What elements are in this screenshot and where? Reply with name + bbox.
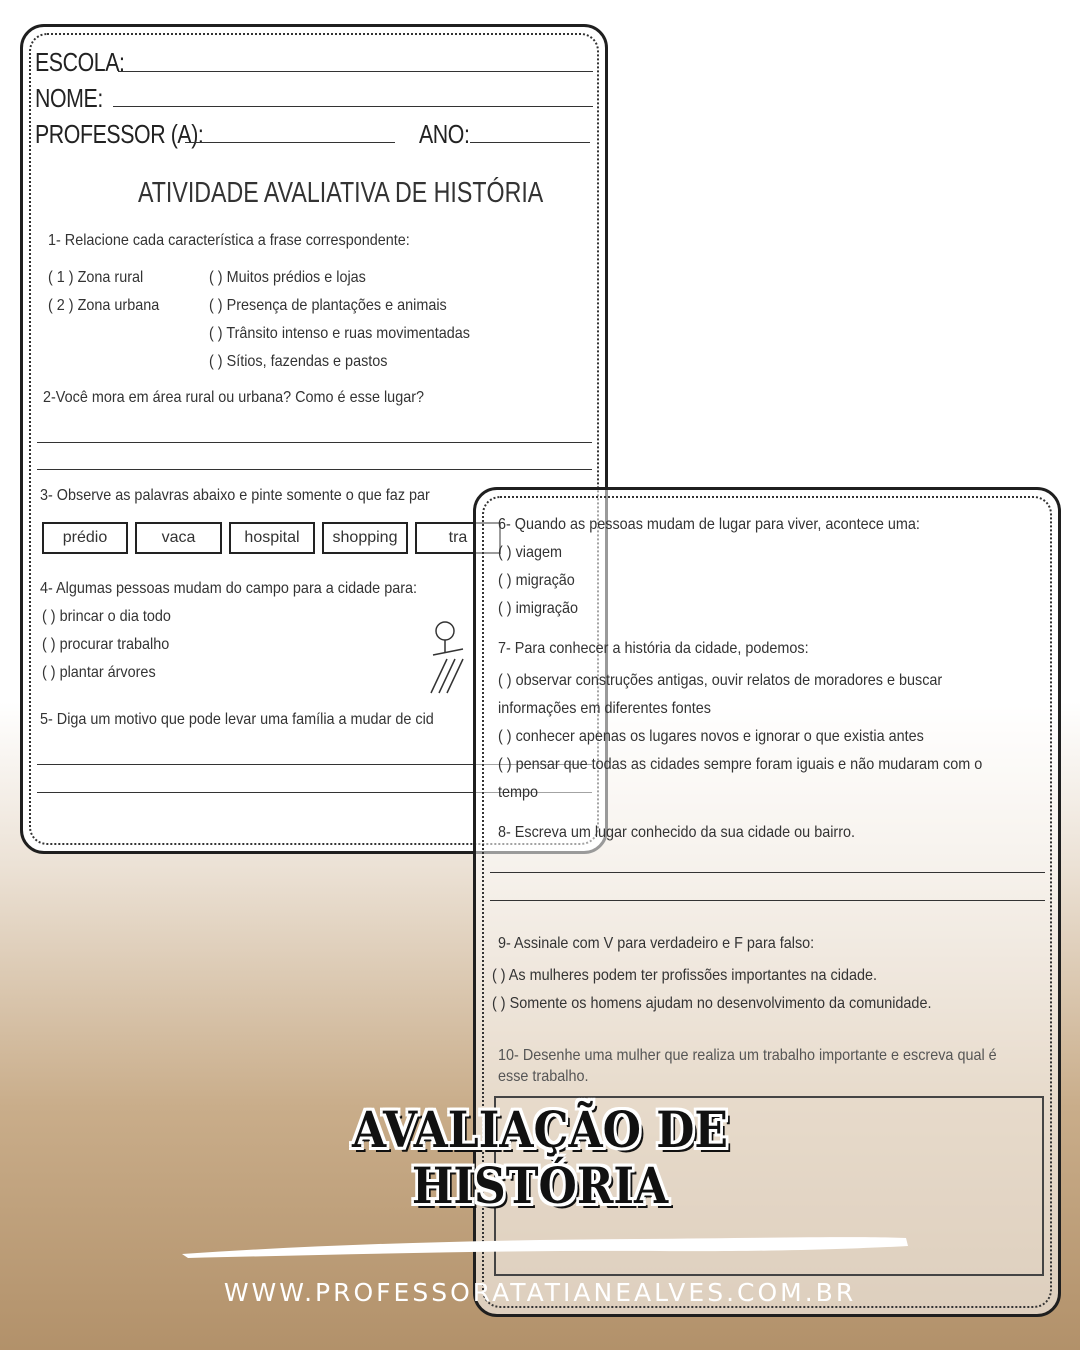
q7-line-2: informações em diferentes fontes xyxy=(498,700,711,717)
q7-line-3: ( ) conhecer apenas os lugares novos e ignorar o que existia antes xyxy=(498,728,924,745)
word-box[interactable]: shopping xyxy=(322,522,408,554)
q7-line-4: ( ) pensar que todas as cidades sempre foram iguais e não mudaram com o xyxy=(498,756,983,773)
q6-option-2: ( ) migração xyxy=(498,572,575,589)
question-8: 8- Escreva um lugar conhecido da sua cidade ou bairro. xyxy=(498,824,856,841)
ano-label: ANO: xyxy=(419,119,470,149)
banner-title-line-2: HISTÓRIA xyxy=(411,1156,669,1215)
q1-left-1: ( 1 ) Zona rural xyxy=(48,269,144,286)
q1-right-3: ( ) Trânsito intenso e ruas movimentadas xyxy=(209,325,470,342)
q6-option-3: ( ) imigração xyxy=(498,600,579,617)
question-2: 2-Você mora em área rural ou urbana? Como é esse lugar? xyxy=(43,389,425,406)
banner-title-line-1: AVALIAÇÃO DE xyxy=(352,1100,728,1159)
question-1: 1- Relacione cada característica a frase correspondente: xyxy=(48,232,410,249)
q1-right-2: ( ) Presença de plantações e animais xyxy=(209,297,447,314)
farm-tree-icon xyxy=(423,615,473,695)
escola-label: ESCOLA: xyxy=(35,47,125,77)
q1-left-2: ( 2 ) Zona urbana xyxy=(48,297,160,314)
q7-line-1: ( ) observar construções antigas, ouvir relatos de moradores e buscar xyxy=(498,672,943,689)
word-box[interactable]: prédio xyxy=(42,522,128,554)
q1-right-1: ( ) Muitos prédios e lojas xyxy=(209,269,366,286)
question-10-line-2: esse trabalho. xyxy=(498,1068,589,1085)
brush-stroke xyxy=(180,1232,910,1262)
website-url[interactable]: WWW.PROFESSORATATIANEALVES.COM.BR xyxy=(223,1278,857,1307)
q9-option-1: ( ) As mulheres podem ter profissões importantes na cidade. xyxy=(492,967,877,984)
q1-right-4: ( ) Sítios, fazendas e pastos xyxy=(209,353,388,370)
question-10-line-1: 10- Desenhe uma mulher que realiza um trabalho importante e escreva qual é xyxy=(498,1047,997,1064)
page-title: ATIVIDADE AVALIATIVA DE HISTÓRIA xyxy=(138,177,544,209)
q9-option-2: ( ) Somente os homens ajudam no desenvolvimento da comunidade. xyxy=(492,995,932,1012)
answer-line xyxy=(490,900,1045,901)
ano-line xyxy=(470,142,590,143)
answer-line xyxy=(37,469,592,470)
escola-line xyxy=(118,71,593,72)
word-box[interactable]: tra xyxy=(415,522,501,554)
question-9: 9- Assinale com V para verdadeiro e F para falso: xyxy=(498,935,815,952)
answer-line xyxy=(490,872,1045,873)
question-7: 7- Para conhecer a história da cidade, podemos: xyxy=(498,640,809,657)
question-4: 4- Algumas pessoas mudam do campo para a cidade para: xyxy=(40,580,418,597)
q6-option-1: ( ) viagem xyxy=(498,544,563,561)
question-6: 6- Quando as pessoas mudam de lugar para viver, acontece uma: xyxy=(498,516,920,533)
question-3: 3- Observe as palavras abaixo e pinte somente o que faz par xyxy=(40,487,430,504)
q7-line-5: tempo xyxy=(498,784,539,801)
q4-option-3: ( ) plantar árvores xyxy=(42,664,156,681)
word-box[interactable]: hospital xyxy=(229,522,315,554)
q4-option-2: ( ) procurar trabalho xyxy=(42,636,170,653)
professor-line xyxy=(185,142,395,143)
question-5: 5- Diga um motivo que pode levar uma família a mudar de cid xyxy=(40,711,434,728)
professor-label: PROFESSOR (A): xyxy=(35,119,204,149)
nome-line xyxy=(113,106,593,107)
q4-option-1: ( ) brincar o dia todo xyxy=(42,608,171,625)
nome-label: NOME: xyxy=(35,83,103,113)
word-box[interactable]: vaca xyxy=(135,522,222,554)
answer-line xyxy=(37,442,592,443)
